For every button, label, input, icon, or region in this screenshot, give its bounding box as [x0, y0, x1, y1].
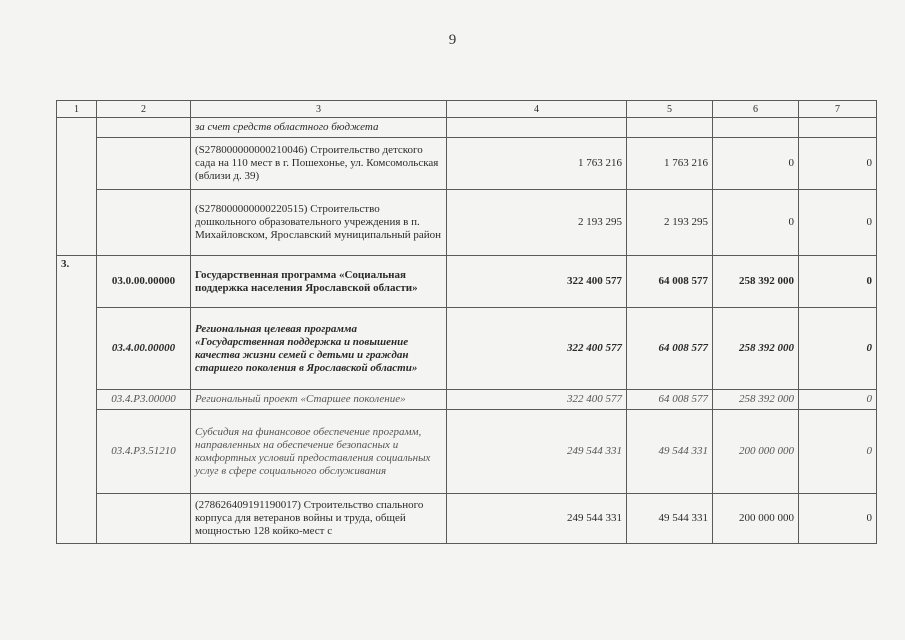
amount-cell: 0: [713, 138, 799, 190]
description-cell: за счет средств областного бюджета: [191, 118, 447, 138]
amount-cell: 64 008 577: [627, 390, 713, 410]
amount-cell: [447, 118, 627, 138]
table-row: [57, 118, 877, 138]
amount-cell: 0: [799, 308, 877, 390]
code-cell: 03.4.Р3.51210: [97, 410, 191, 494]
amount-cell: [713, 118, 799, 138]
table-row: [57, 410, 877, 494]
amount-cell: 200 000 000: [713, 410, 799, 494]
header-cell: 4: [447, 101, 627, 118]
code-cell: [97, 494, 191, 544]
header-cell: 7: [799, 101, 877, 118]
amount-cell: 1 763 216: [447, 138, 627, 190]
amount-cell: 2 193 295: [447, 190, 627, 256]
amount-cell: 249 544 331: [447, 410, 627, 494]
amount-cell: [627, 118, 713, 138]
amount-cell: 0: [799, 190, 877, 256]
table-row: [57, 138, 877, 190]
code-cell: [97, 190, 191, 256]
amount-cell: 0: [713, 190, 799, 256]
description-cell: Государственная программа «Социальная поддержка населения Ярославской области»: [191, 256, 447, 308]
description-cell: (S278000000000220515) Строительство дошкольного образовательного учреждения в п. Михайловском, Ярославский муниципальный район: [191, 190, 447, 256]
header-cell: 1: [57, 101, 97, 118]
amount-cell: 49 544 331: [627, 410, 713, 494]
header-cell: 6: [713, 101, 799, 118]
code-cell: 03.4.Р3.00000: [97, 390, 191, 410]
header-cell: 3: [191, 101, 447, 118]
amount-cell: 322 400 577: [447, 308, 627, 390]
amount-cell: 0: [799, 410, 877, 494]
amount-cell: 258 392 000: [713, 256, 799, 308]
code-cell: [97, 118, 191, 138]
table-row: [57, 256, 877, 308]
amount-cell: 0: [799, 256, 877, 308]
amount-cell: 0: [799, 494, 877, 544]
page-number: 9: [448, 32, 457, 48]
amount-cell: 322 400 577: [447, 256, 627, 308]
code-cell: [97, 138, 191, 190]
description-cell: (278626409191190017) Строительство спального корпуса для ветеранов войны и труда, общей мощностью 128 койко-мест с: [191, 494, 447, 544]
amount-cell: 64 008 577: [627, 256, 713, 308]
description-cell: Региональный проект «Старшее поколение»: [191, 390, 447, 410]
amount-cell: 200 000 000: [713, 494, 799, 544]
table-row: [57, 390, 877, 410]
description-cell: Региональная целевая программа «Государственная поддержка и повышение качества жизни семей с детьми и граждан старшего поколения в Ярославской области»: [191, 308, 447, 390]
row-index-cell: [57, 118, 97, 256]
amount-cell: 1 763 216: [627, 138, 713, 190]
budget-table: [56, 100, 877, 544]
amount-cell: 0: [799, 390, 877, 410]
amount-cell: [799, 118, 877, 138]
code-cell: 03.4.00.00000: [97, 308, 191, 390]
description-cell: (S278000000000210046) Строительство детского сада на 110 мест в г. Пошехонье, ул. Комсомольская (вблизи д. 39): [191, 138, 447, 190]
description-cell: Субсидия на финансовое обеспечение программ, направленных на обеспечение безопасных и комфортных условий предоставления социальных услуг в сфере социального обслуживания: [191, 410, 447, 494]
amount-cell: 322 400 577: [447, 390, 627, 410]
table-header-row: [57, 101, 877, 118]
amount-cell: 64 008 577: [627, 308, 713, 390]
amount-cell: 249 544 331: [447, 494, 627, 544]
table-row: [57, 308, 877, 390]
amount-cell: 258 392 000: [713, 308, 799, 390]
amount-cell: 0: [799, 138, 877, 190]
table-row: [57, 494, 877, 544]
header-cell: 5: [627, 101, 713, 118]
row-index-cell: 3.: [57, 256, 97, 544]
amount-cell: 2 193 295: [627, 190, 713, 256]
table-row: [57, 190, 877, 256]
header-cell: 2: [97, 101, 191, 118]
code-cell: 03.0.00.00000: [97, 256, 191, 308]
amount-cell: 49 544 331: [627, 494, 713, 544]
amount-cell: 258 392 000: [713, 390, 799, 410]
